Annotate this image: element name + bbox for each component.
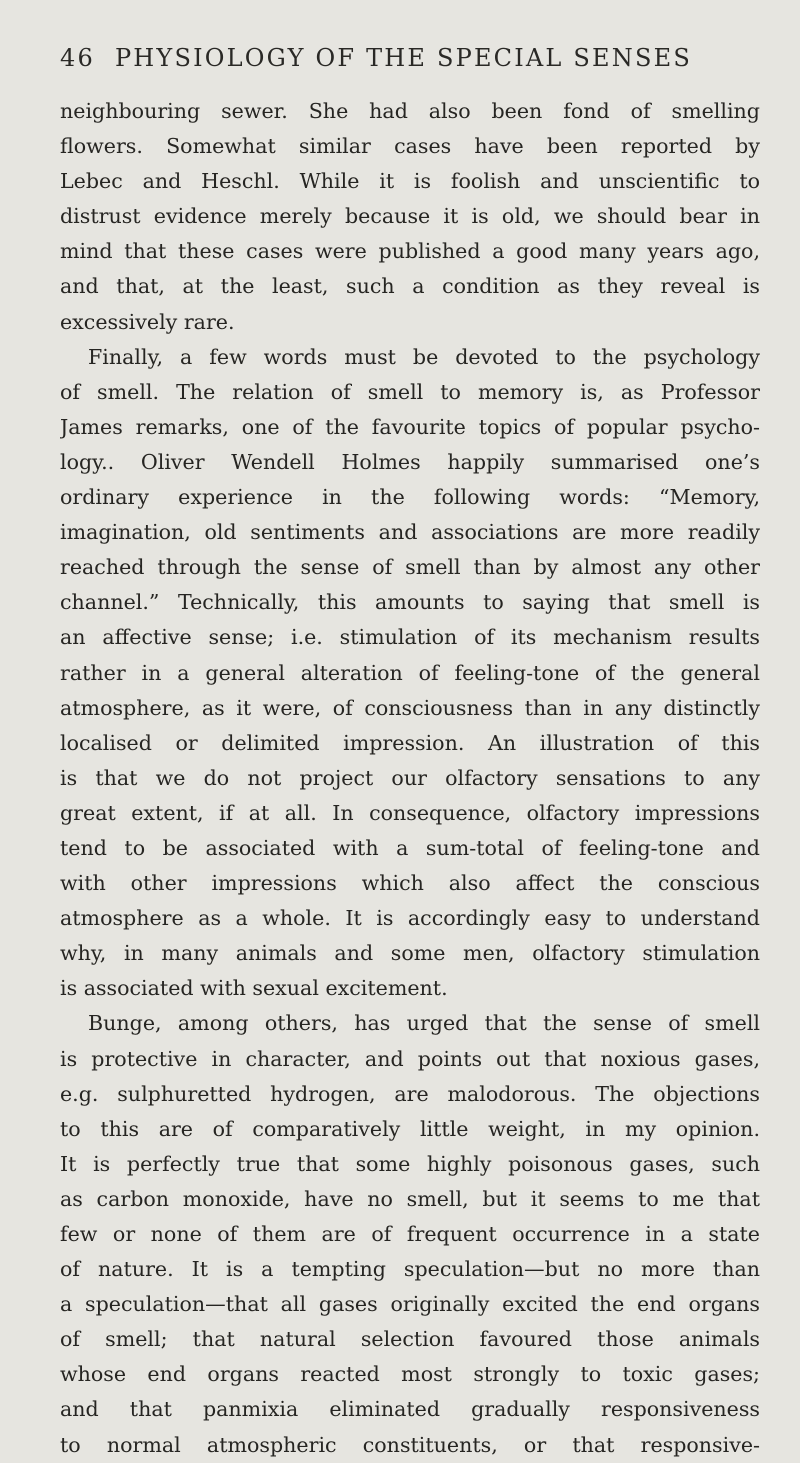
text-line: imagination, old sentiments and associations are more readily — [60, 520, 760, 545]
body-text — [60, 94, 760, 1463]
text-line: as carbon monoxide, have no smell, but it seems to me that — [60, 1186, 760, 1211]
text-line: of smell. The relation of smell to memory is, as Professor — [60, 379, 760, 404]
text-line: whose end organs reacted most strongly to toxic gases; — [60, 1362, 760, 1387]
text-line: tend to be associated with a sum-total of feeling-tone and — [60, 835, 760, 860]
text-line: localised or delimited impression. An illustration of this — [60, 730, 760, 755]
text-line: is that we do not project our olfactory sensations to any — [60, 765, 760, 790]
text-line: Bunge, among others, has urged that the sense of smell — [88, 1011, 760, 1036]
text-line: ordinary experience in the following words: “Memory, — [60, 485, 760, 510]
text-line: with other impressions which also affect the conscious — [60, 871, 760, 896]
text-line: great extent, if at all. In consequence, olfactory impressions — [60, 800, 760, 825]
text-line: channel.” Technically, this amounts to saying that smell is — [60, 590, 760, 615]
text-line: atmosphere, as it were, of consciousness than in any distinctly — [60, 695, 760, 720]
running-head — [60, 44, 760, 78]
text-line: a speculation—that all gases originally excited the end organs — [60, 1292, 760, 1317]
text-line: flowers. Somewhat similar cases have been reported by — [60, 134, 760, 159]
text-line: James remarks, one of the favourite topics of popular psycho- — [60, 414, 760, 439]
text-line: logy.. Oliver Wendell Holmes happily summarised one’s — [60, 449, 760, 474]
text-line: to normal atmospheric constituents, or that responsive- — [60, 1432, 760, 1457]
text-line: rather in a general alteration of feeling-tone of the general — [60, 660, 760, 685]
page-number: 46 — [60, 44, 95, 72]
text-line: and that, at the least, such a condition as they reveal is — [60, 274, 760, 299]
text-line: Lebec and Heschl. While it is foolish and unscientific to — [60, 169, 760, 194]
text-line: atmosphere as a whole. It is accordingly easy to understand — [60, 906, 760, 931]
text-line: an affective sense; i.e. stimulation of its mechanism results — [60, 625, 760, 650]
text-line: of nature. It is a tempting speculation—but no more than — [60, 1257, 760, 1282]
text-line: is protective in character, and points out that noxious gases, — [60, 1046, 760, 1071]
running-title: PHYSIOLOGY OF THE SPECIAL SENSES — [114, 44, 692, 72]
text-line: reached through the sense of smell than by almost any other — [60, 555, 760, 580]
text-line: e.g. sulphuretted hydrogen, are malodorous. The objections — [60, 1081, 760, 1106]
text-line: Finally, a few words must be devoted to the psychology — [88, 344, 760, 369]
text-line: is associated with sexual excitement. — [60, 976, 448, 1001]
text-line: It is perfectly true that some highly poisonous gases, such — [60, 1151, 760, 1176]
text-line: excessively rare. — [60, 309, 235, 334]
text-line: mind that these cases were published a good many years ago, — [60, 239, 760, 264]
text-line: to this are of comparatively little weight, in my opinion. — [60, 1116, 760, 1141]
text-line: why, in many animals and some men, olfactory stimulation — [60, 941, 760, 966]
text-line: neighbouring sewer. She had also been fond of smelling — [60, 99, 760, 123]
text-line: of smell; that natural selection favoured those animals — [60, 1327, 760, 1352]
text-line: few or none of them are of frequent occurrence in a state — [60, 1222, 760, 1246]
text-line: distrust evidence merely because it is old, we should bear in — [60, 204, 760, 229]
text-line: and that panmixia eliminated gradually responsiveness — [60, 1397, 760, 1422]
